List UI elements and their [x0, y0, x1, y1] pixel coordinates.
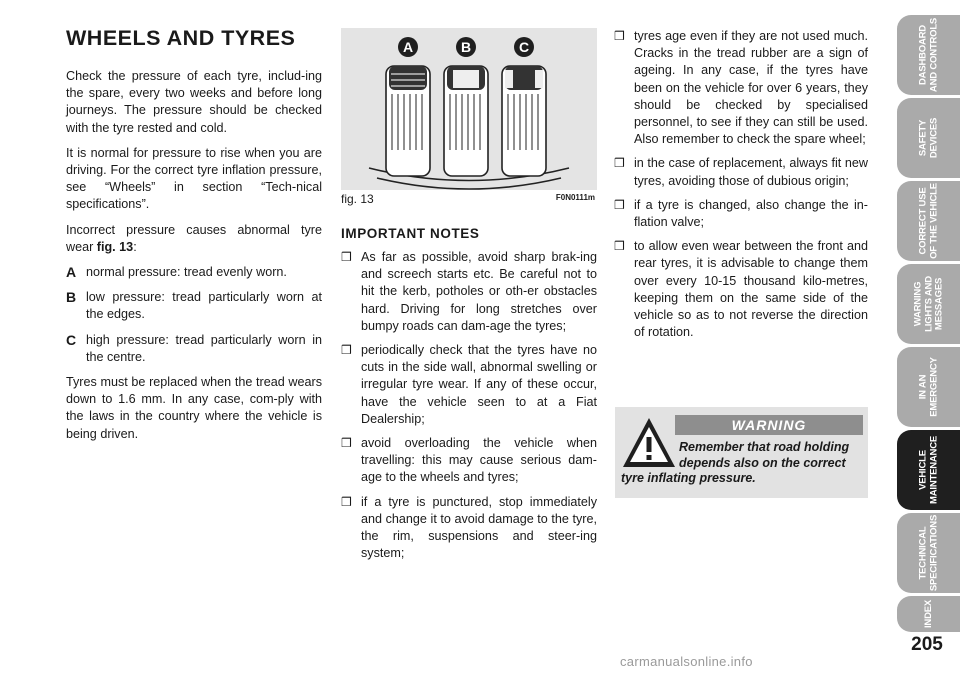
warning-box	[615, 407, 868, 498]
list-item-b	[66, 289, 322, 323]
tyre-wear-figure	[341, 28, 597, 190]
bullet-text: periodically check that the tyres have no cuts in the side wall, abnormal swelling or irregular tyre wear. If any of these occur, have the vehicle seen to at a Fiat Dealership;	[361, 343, 597, 426]
figure-label-c: C	[518, 39, 530, 55]
warning-line: depends also on the correct	[679, 455, 846, 470]
tyre-illustration	[341, 28, 597, 190]
tab-label	[913, 276, 945, 332]
paragraph-tread-replacement: Tyres must be replaced when the tread wears down to 1.6 mm. In any case, com-ply with the laws in the country where the vehicle is being driven.	[66, 375, 322, 441]
bullet-item	[614, 155, 868, 189]
tab-warning-lights[interactable]	[897, 264, 960, 344]
column-left	[66, 68, 322, 451]
list-item-a	[66, 264, 322, 281]
tab-line: AND CONTROLS	[927, 17, 939, 93]
item-text: low pressure: tread particularly worn at the edges.	[86, 290, 322, 322]
tyre-a	[386, 66, 430, 176]
tab-technical-specifications[interactable]	[897, 513, 960, 593]
tab-line: CORRECT USE	[917, 187, 928, 255]
tab-label	[918, 357, 939, 416]
tab-line: OF THE VEHICLE	[927, 183, 939, 259]
tab-label	[918, 118, 939, 158]
tab-line: MESSAGES	[932, 277, 944, 331]
bullet-text: As far as possible, avoid sharp brak-ing and screech starts etc. Be careful not to hit the kerb, potholes or oth-er obstacles hard. Driving for long stretches over bumpy roads can dam-age the tyres;	[361, 250, 597, 333]
tab-vehicle-maintenance[interactable]	[897, 430, 960, 510]
tab-label	[918, 18, 939, 92]
figure-reference: fig. 13	[96, 239, 134, 254]
tab-label	[918, 183, 939, 259]
tab-line: VEHICLE	[917, 450, 928, 490]
tab-line: EMERGENCY	[927, 357, 939, 417]
item-letter: A	[66, 264, 77, 281]
column-right	[614, 28, 868, 348]
tab-label	[918, 436, 939, 504]
list-item-c	[66, 332, 322, 366]
item-letter: C	[66, 331, 77, 348]
checkbox-icon: ❒	[341, 436, 352, 451]
checkbox-icon: ❒	[614, 156, 625, 171]
checkbox-icon: ❒	[341, 250, 352, 264]
tab-line: MAINTENANCE	[927, 436, 939, 504]
bullet-text: in the case of replacement, always fit new tyres, avoiding those of dubious origin;	[634, 156, 868, 188]
figure-caption-text: fig. 13	[341, 192, 374, 206]
warning-line: tyre inflating pressure.	[621, 471, 756, 485]
tab-line: LIGHTS AND	[922, 276, 934, 332]
item-letter: B	[66, 289, 77, 306]
bullet-text: tyres age even if they are not used much. Cracks in the tread rubber are a sign of ageing. In any case, if the tyres have been on the vehicle for over 6 years, they should be checked by specialised personnel, to see if they can still be used. Also remember to check the spare wheel;	[634, 29, 868, 147]
tab-line: SAFETY	[917, 119, 928, 157]
paragraph-incorrect-pressure	[66, 222, 322, 256]
bullet-item	[341, 342, 597, 428]
page-number: 205	[911, 634, 943, 655]
bullet-item	[614, 197, 868, 231]
checkbox-icon: ❒	[614, 197, 625, 212]
tab-index[interactable]	[897, 596, 960, 632]
tyre-b	[444, 66, 488, 176]
tab-line: SPECIFICATIONS	[927, 514, 939, 592]
bullet-item	[614, 28, 868, 148]
tab-dashboard-and-controls[interactable]	[897, 15, 960, 95]
watermark: carmanualsonline.info	[620, 654, 753, 669]
bullet-text: to allow even wear between the front and rear tyres, it is advisable to change them over every 10-15 thousand kilo-metres, keeping them on the same side of the vehicle so as to not reverse the direction of rotation.	[634, 239, 868, 340]
figure-label-b: B	[460, 39, 472, 55]
tab-label	[923, 600, 934, 628]
bullet-item	[341, 494, 597, 563]
tab-line: DEVICES	[927, 117, 939, 159]
checkbox-icon: ❒	[341, 343, 352, 358]
checkbox-icon: ❒	[614, 239, 625, 254]
section-heading: IMPORTANT NOTES	[341, 226, 480, 241]
warning-text	[621, 440, 861, 487]
column-middle	[341, 226, 597, 569]
tyre-c	[502, 66, 546, 176]
tab-safety-devices[interactable]	[897, 98, 960, 178]
item-text: normal pressure: tread evenly worn.	[86, 265, 287, 280]
figure-code: F0N0111m	[555, 193, 595, 202]
paragraph-pressure-rise: It is normal for pressure to rise when you are driving. For the correct tyre inflation pressure, see “Wheels” in section “Tech-nical specifications”.	[66, 145, 322, 212]
tab-line: IN AN	[917, 374, 928, 400]
bullet-item	[614, 238, 868, 341]
figure-label-a: A	[402, 39, 414, 55]
bullet-text: avoid overloading the vehicle when travelling: this may cause serious dam-age to the wheels and tyres;	[361, 436, 597, 485]
paragraph-pressure-check: Check the pressure of each tyre, includ-ing the spare, every two weeks and before long journeys. The pressure should be checked with the tyre rested and cold.	[66, 69, 322, 135]
bullet-item	[341, 435, 597, 487]
checkbox-icon: ❒	[614, 29, 625, 43]
bullet-text: if a tyre is changed, also change the in-flation valve;	[634, 197, 868, 230]
tab-line: INDEX	[922, 599, 934, 629]
item-text: high pressure: tread particularly worn in the centre.	[86, 332, 322, 364]
figure-caption	[341, 190, 597, 206]
tab-line: WARNING	[911, 281, 923, 327]
warning-label: WARNING	[675, 415, 863, 435]
bullet-text: if a tyre is punctured, stop immediately and change it to avoid damage to the tyre, the rim, suspensions and steer-ing system;	[361, 494, 597, 561]
checkbox-icon: ❒	[341, 494, 352, 509]
tab-correct-use[interactable]	[897, 181, 960, 261]
tab-label	[918, 515, 939, 591]
bullet-item	[341, 249, 597, 335]
tab-line: TECHNICAL	[917, 526, 928, 580]
tab-in-an-emergency[interactable]	[897, 347, 960, 427]
warning-line: Remember that road holding	[679, 440, 850, 454]
tab-line: DASHBOARD	[917, 25, 928, 85]
text-span: Incorrect pressure causes abnormal tyre wear	[66, 222, 322, 254]
text-span: :	[133, 239, 137, 254]
page-title: WHEELS AND TYRES	[66, 26, 296, 50]
